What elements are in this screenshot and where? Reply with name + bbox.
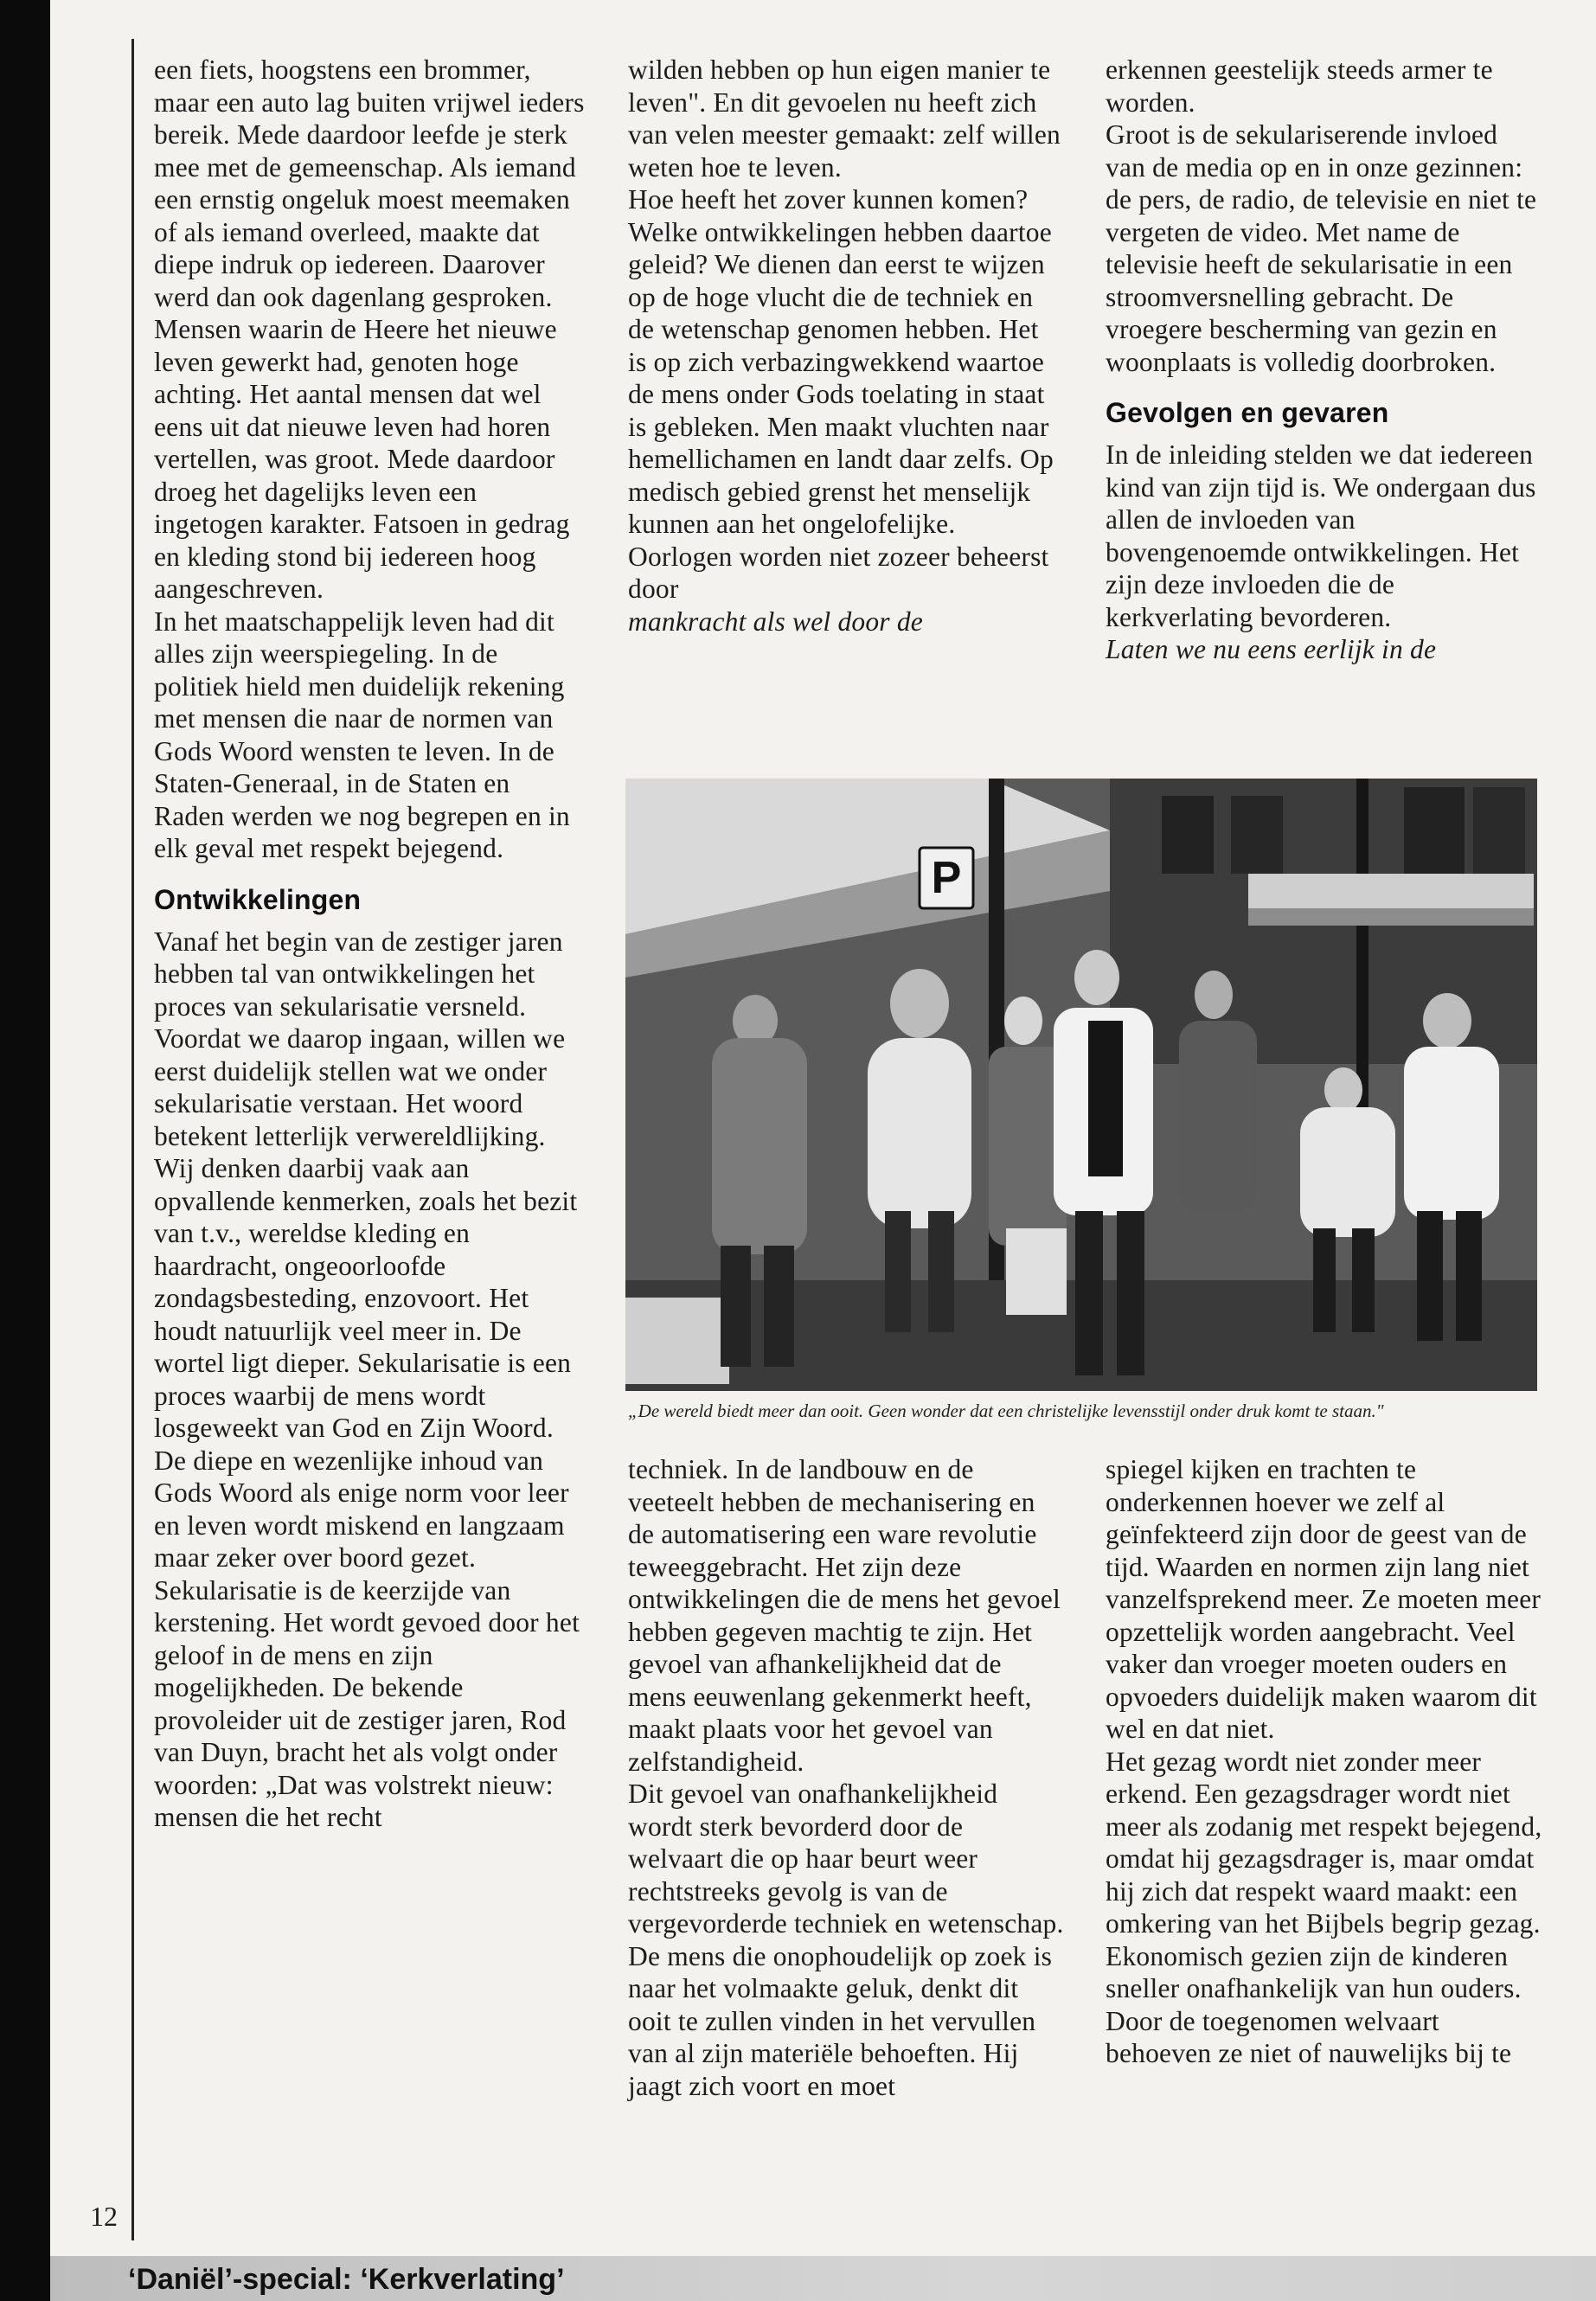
section-heading: Ontwikkelingen [154, 883, 362, 915]
footer-title: ‘Daniël’-special: ‘Kerkverlating’ [128, 2263, 565, 2296]
paragraph: Laten we nu eens eerlijk in de [1106, 634, 1437, 664]
paragraph: Groot is de sekulariserende invloed van de media op en in onze gezinnen: de pers, de radio, de televisie en niet te vergeten de video. Met name de televisie heeft de sekularisatie in een stroomversnelling gebracht. De vroegere bescherming van gezin en woonplaats is volledig doorbroken. [1106, 119, 1537, 377]
paragraph: techniek. In de landbouw en de veeteelt hebben de mechanisering en de automatisering een ware revolutie teweeggebracht. Het zijn deze ontwikkelingen die de mens het gevoel hebben gegeven machtig te zijn. Het gevoel van afhankelijkheid dat de mens eeuwenlang gekenmerkt heeft, maakt plaats voor het gevoel van zelfstandigheid. [628, 1454, 1061, 1777]
paragraph: spiegel kijken en trachten te onderkennen hoever we zelf al geïnfekteerd zijn door de geest van de tijd. Waarden en normen zijn lang niet vanzelfsprekend meer. Ze moeten meer opzettelijk worden aangebracht. Veel vaker dan vroeger moeten ouders en opvoeders duidelijk maken waarom dit wel en dat niet. [1106, 1454, 1542, 1744]
paragraph: Mensen waarin de Heere het nieuwe leven gewerkt had, genoten hoge achting. Het aantal mensen dat wel eens uit dat nieuwe leven had horen vertellen, was groot. Mede daardoor droeg het dagelijks leven een ingetogen karakter. Fatsoen in gedrag en kleding stond bij iedereen hoog aangeschreven. [154, 314, 570, 604]
paragraph: Dit gevoel van onafhankelijkheid wordt sterk bevorderd door de welvaart die op haar beurt weer rechtstreeks gevolg is van de vergevorderde techniek en wetenschap. De mens die onophoudelijk op zoek is naar het volmaakte geluk, denkt dit ooit te zullen vinden in het vervullen van al zijn materiële behoeften. Hij jaagt zich voort en moet [628, 1779, 1064, 2101]
section-heading: Gevolgen en gevaren [1106, 397, 1389, 428]
paragraph: In de inleiding stelden we dat iedereen kind van zijn tijd is. We ondergaan dus allen de invloeden van bovengenoemde ontwikkelingen. Het zijn deze invloeden die de kerkverlating bevorderen. [1106, 439, 1536, 632]
column-3-bottom [1106, 1453, 1542, 2070]
footer-band [50, 2256, 1596, 2301]
column-2-bottom [628, 1453, 1065, 2102]
parking-sign: P [931, 853, 962, 903]
column-2-top [628, 54, 1061, 638]
paragraph: Het gezag wordt niet zonder meer erkend. Een gezagsdrager wordt niet meer als zodanig met respekt bejegend, omdat hij gezagsdrager is, maar omdat hij zich dat respekt waard maakt: een omkering van het Bijbels begrip gezag. Ekonomisch gezien zijn de kinderen sneller onafhankelijk van hun ouders. Door de toegenomen welvaart behoeven ze niet of nauwelijks bij te [1106, 1746, 1542, 2068]
left-margin-bar [0, 0, 50, 2301]
page-number: 12 [90, 2201, 118, 2232]
column-1 [154, 54, 586, 1834]
paragraph: mankracht als wel door de [628, 606, 923, 637]
paragraph: In het maatschappelijk leven had dit alles zijn weerspiegeling. In de politiek hield men duidelijk rekening met mensen die naar de normen van Gods Woord wensten te leven. In de Staten-Generaal, in de Staten en Raden werden we nog begrepen en in elk geval met respekt bejegend. [154, 606, 570, 863]
paragraph: Vanaf het begin van de zestiger jaren hebben tal van ontwikkelingen het proces van sekularisatie versneld. Voordat we daarop ingaan, willen we eerst duidelijk stellen wat we onder sekularisatie verstaan. Het woord betekent letterlijk verwereldlijking. Wij denken daarbij vaak aan opvallende kenmerken, zoals het bezit van t.v., wereldse kleding en haardracht, ongeoorloofde zondagsbesteding, enzovoort. Het houdt natuurlijk veel meer in. De wortel ligt dieper. Sekularisatie is een proces waarbij de mens wordt losgeweekt van God en Zijn Woord. De diepe en wezenlijke inhoud van Gods Woord als enige norm voor leer en leven wordt miskend en langzaam maar zeker over boord gezet. [154, 926, 578, 1573]
paragraph: erkennen geestelijk steeds armer te worden. [1106, 54, 1493, 118]
column-3-top [1106, 54, 1538, 666]
photo-caption: „De wereld biedt meer dan ooit. Geen wonder dat een christelijke levensstijl onder druk komt te staan." [628, 1400, 1384, 1421]
column-rule-left [131, 39, 134, 2240]
paragraph: Hoe heeft het zover kunnen komen? Welke ontwikkelingen hebben daartoe geleid? We dienen dan eerst te wijzen op de hoge vlucht die de techniek en de wetenschap genomen hebben. Het is op zich verbazingwekkend waartoe de mens onder Gods toelating in staat is gebleken. Men maakt vluchten naar hemellichamen en landt daar zelfs. Op medisch gebied grenst het menselijk kunnen aan het ongelofelijke. Oorlogen worden niet zozeer beheerst door [628, 184, 1054, 604]
paragraph: wilden hebben op hun eigen manier te leven". En dit gevoelen nu heeft zich van velen meester gemaakt: zelf willen weten hoe te leven. [628, 54, 1061, 183]
paragraph: Sekularisatie is de keerzijde van kerstening. Het wordt gevoed door het geloof in de mens en zijn mogelijkheden. De bekende provoleider uit de zestiger jaren, Rod van Duyn, bracht het als volgt onder woorden: „Dat was volstrekt nieuw: mensen die het recht [154, 1574, 580, 1832]
street-market-photo [625, 779, 1537, 1391]
paragraph: een fiets, hoogstens een brommer, maar een auto lag buiten vrijwel ieders bereik. Mede daardoor leefde je sterk mee met de gemeenschap. Als iemand een ernstig ongeluk moest meemaken of als iemand overleed, maakte dat diepe indruk op iedereen. Daarover werd dan ook dagenlang gesproken. [154, 54, 585, 312]
